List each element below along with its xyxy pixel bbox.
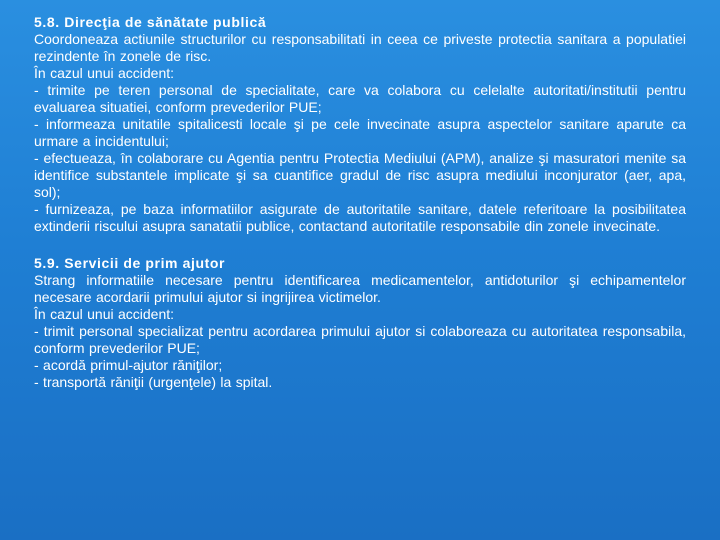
list-item: - trimite pe teren personal de specialitate, care va colabora cu celelalte autoritati/institutii pentru evaluarea situatiei, conform prevederilor PUE; [34,82,686,115]
paragraph: Strang informatiile necesare pentru identificarea medicamentelor, antidoturilor şi echipamentelor necesare acordarii primului ajutor si ingrijirea victimelor. [34,272,686,305]
list-item: - acordă primul-ajutor răniţilor; [34,357,223,373]
list-item: - informeaza unitatile spitalicesti locale şi pe cele invecinate asupra aspectelor sanitare aparute ca urmare a incidentului; [34,116,686,149]
slide-content [34,14,686,411]
list-item: - transportă răniţii (urgenţele) la spital. [34,374,273,390]
list-item: - efectueaza, în colaborare cu Agentia pentru Protectia Mediului (APM), analize şi masuratori menite sa identifice substantele implicate şi sa cuantifice gradul de risc asupra mediului inconjurator (aer, apa, sol); [34,150,686,200]
paragraph: Coordoneaza actiunile structurilor cu responsabilitati in ceea ce priveste protectia sanitara a populatiei rezindente în zonele de risc. [34,31,686,64]
section-public-health [34,14,686,235]
section-first-aid [34,255,686,391]
section-heading: 5.8. Direcţia de sănătate publică [34,14,267,30]
list-item: - trimit personal specializat pentru acordarea primului ajutor si colaboreaza cu autoritatea responsabila, conform prevederilor PUE; [34,323,686,356]
paragraph: În cazul unui accident: [34,306,175,322]
paragraph: În cazul unui accident: [34,65,175,81]
list-item: - furnizeaza, pe baza informatiilor asigurate de autoritatile sanitare, datele referitoare la posibilitatea extinderii riscului asupra sanatatii publice, contactand autoritatile responsabile din zonele invecinate. [34,201,686,234]
section-heading: 5.9. Servicii de prim ajutor [34,255,226,271]
